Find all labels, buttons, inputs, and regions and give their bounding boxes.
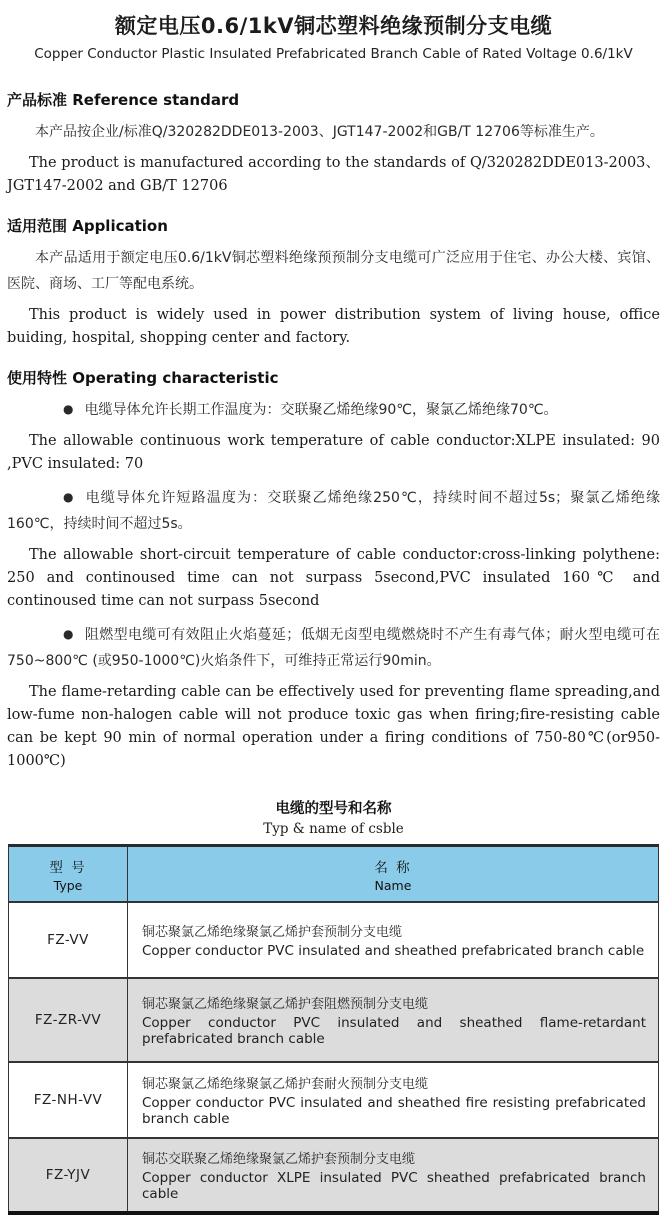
bullet-icon: ● (63, 627, 74, 641)
paragraph-en-flame-retarding: The flame-retarding cable can be effectively used for preventing flame spreading,and low-fume non-halogen cable will not produce toxic gas when firing;fire-resisting cable can be kept 90 min of normal operation under a firing conditions of 750-80℃(or950-1000℃) (7, 684, 660, 769)
table-title-cn: 电缆的型号和名称 (275, 801, 392, 817)
cell-name (128, 1138, 659, 1213)
table-row-fz-zr-vv (9, 978, 659, 1062)
column-header-type-en: Type (53, 877, 83, 893)
bullet-paragraph-short-circuit (7, 485, 660, 537)
section-heading-operating-characteristic: 使用特性 Operating characteristic (7, 369, 279, 387)
paragraph-cn-application: 本产品适用于额定电压0.6/1kV铜芯塑料绝缘预预制分支电缆可广泛应用于住宅、办公大楼、宾馆、医院、商场、工厂等配电系统。 (7, 250, 660, 292)
bullet-paragraph-work-temperature (7, 397, 660, 423)
cable-type-table (8, 844, 659, 1215)
bullet-paragraph-text: 阻燃型电缆可有效阻止火焰蔓延；低烟无卤型电缆燃烧时不产生有毒气体；耐火型电缆可在750~800℃ (或950-1000℃)火焰条件下，可维持正常运行90min。 (7, 627, 660, 669)
table-row-fz-nh-vv (9, 1062, 659, 1138)
cell-name-en: Copper conductor XLPE insulated PVC sheathed prefabricated branch cable (142, 1170, 646, 1202)
column-header-type (9, 846, 128, 903)
bullet-paragraph-text: 电缆导体允许短路温度为：交联聚乙烯绝缘250℃，持续时间不超过5s；聚氯乙烯绝缘160℃，持续时间不超过5s。 (7, 490, 660, 532)
cell-name-cn: 铜芯聚氯乙烯绝缘聚氯乙烯护套耐火预制分支电缆 (142, 1077, 429, 1092)
cell-name-en: Copper conductor PVC insulated and sheathed prefabricated branch cable (142, 943, 645, 959)
bullet-icon: ● (63, 402, 74, 416)
cell-type: FZ-VV (9, 902, 128, 978)
cell-type: FZ-NH-VV (9, 1062, 128, 1138)
table-title-en: Typ & name of csble (263, 821, 404, 837)
cell-name-cn: 铜芯交联聚乙烯绝缘聚氯乙烯护套预制分支电缆 (142, 1152, 416, 1167)
page-subtitle: Copper Conductor Plastic Insulated Prefabricated Branch Cable of Rated Voltage 0.6/1kV (34, 46, 633, 62)
section-heading-application: 适用范围 Application (7, 217, 168, 235)
cell-name (128, 1062, 659, 1138)
paragraph-en-work-temperature: The allowable continuous work temperature of cable conductor:XLPE insulated: 90 ,PVC insulated: 70 (7, 433, 660, 472)
paragraph-en-application: This product is widely used in power distribution system of living house, office buiding, hospital, shopping center and factory. (7, 307, 660, 346)
paragraph-en-short-circuit: The allowable short-circuit temperature of cable conductor:cross-linking polythene: 250 and continoused time can not surpass 5second,PVC insulated 160℃ and continoused time can not surpass 5second (7, 547, 660, 609)
cell-name (128, 902, 659, 978)
bullet-icon: ● (63, 490, 74, 504)
page-title: 额定电压0.6/1kV铜芯塑料绝缘预制分支电缆 (114, 14, 553, 38)
cell-name-en: Copper conductor PVC insulated and sheathed flame-retardant prefabricated branch cable (142, 1015, 646, 1047)
bullet-paragraph-flame-retarding (7, 622, 660, 674)
paragraph-cn-standard: 本产品按企业/标准Q/320282DDE013-2003、JGT147-2002和GB/T 12706等标准生产。 (35, 124, 604, 140)
cell-type: FZ-YJV (9, 1138, 128, 1213)
section-heading-reference-standard: 产品标准 Reference standard (7, 91, 240, 109)
cell-name (128, 978, 659, 1062)
cell-type: FZ-ZR-VV (9, 978, 128, 1062)
cell-name-cn: 铜芯聚氯乙烯绝缘聚氯乙烯护套阻燃预制分支电缆 (142, 997, 429, 1012)
cell-name-en: Copper conductor PVC insulated and sheathed fire resisting prefabricated branch cable (142, 1095, 646, 1127)
column-header-name-cn: 名 称 (374, 859, 412, 876)
table-row-fz-yjv (9, 1138, 659, 1213)
column-header-name-en: Name (374, 877, 412, 893)
column-header-name (128, 846, 659, 903)
table-header-row (9, 846, 659, 903)
bullet-paragraph-text: 电缆导体允许长期工作温度为：交联聚乙烯绝缘90℃，聚氯乙烯绝缘70℃。 (84, 402, 558, 418)
paragraph-en-standard: The product is manufactured according to the standards of Q/320282DDE013-2003、JGT147-2002 and GB/T 12706 (7, 155, 660, 194)
cell-name-cn: 铜芯聚氯乙烯绝缘聚氯乙烯护套预制分支电缆 (142, 925, 403, 940)
table-row-fz-vv (9, 902, 659, 978)
column-header-type-cn: 型 号 (49, 859, 87, 876)
